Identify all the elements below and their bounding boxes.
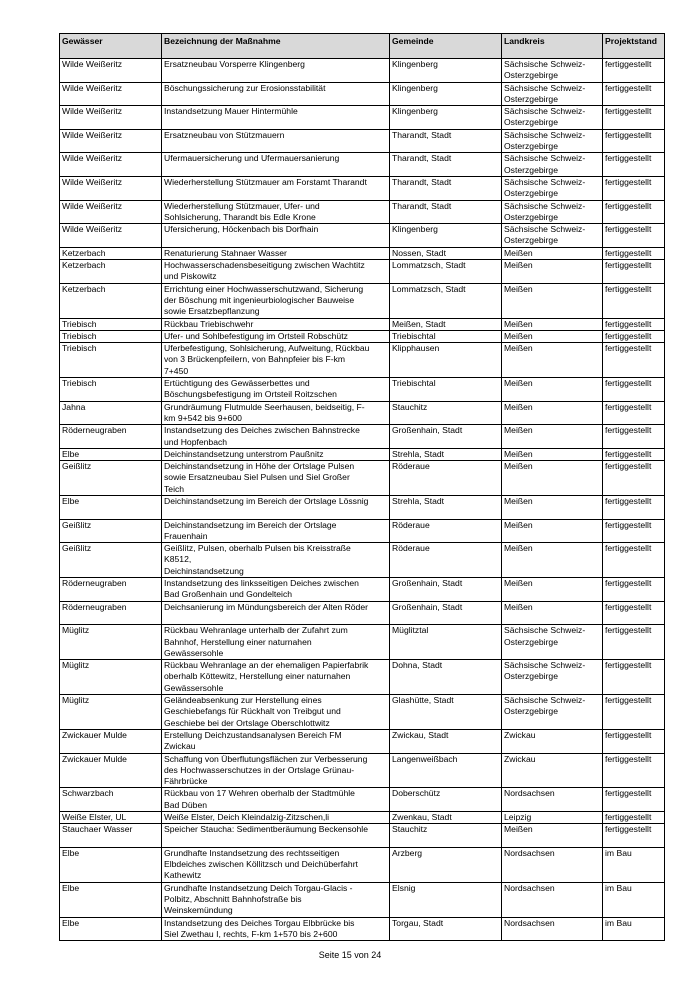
cell-gewaesser: Elbe [60,495,162,519]
cell-landkreis: Meißen [502,824,603,848]
table-row [60,176,665,200]
table-row [60,729,665,753]
table-row [60,247,665,259]
cell-projektstand: im Bau [603,917,665,941]
cell-projektstand: fertiggestellt [603,401,665,425]
table-row [60,200,665,224]
cell-projektstand: fertiggestellt [603,729,665,753]
cell-gewaesser: Elbe [60,917,162,941]
table-row [60,578,665,602]
cell-projektstand: fertiggestellt [603,318,665,330]
cell-projektstand: fertiggestellt [603,578,665,602]
cell-gemeinde: Tharandt, Stadt [390,176,502,200]
cell-projektstand: fertiggestellt [603,448,665,460]
cell-gewaesser: Ketzerbach [60,247,162,259]
cell-gewaesser: Röderneugraben [60,578,162,602]
cell-landkreis: Meißen [502,343,603,378]
cell-gewaesser: Schwarzbach [60,788,162,812]
cell-landkreis: Nordsachsen [502,847,603,882]
cell-projektstand: fertiggestellt [603,59,665,83]
cell-gemeinde: Nossen, Stadt [390,247,502,259]
cell-gewaesser: Röderneugraben [60,425,162,449]
table-row [60,847,665,882]
table-row [60,82,665,106]
cell-projektstand: fertiggestellt [603,153,665,177]
cell-massnahme: Wiederherstellung Stützmauer am Forstamt Tharandt [162,176,390,200]
cell-landkreis: Nordsachsen [502,917,603,941]
cell-massnahme: Deichinstandsetzung im Bereich der Ortslage Frauenhain [162,519,390,543]
cell-massnahme: Instandsetzung des Deiches Torgau Elbbrücke bis Siel Zwethau I, rechts, F-km 1+570 bis 2+600 [162,917,390,941]
cell-landkreis: Meißen [502,283,603,318]
cell-landkreis: Meißen [502,260,603,284]
cell-massnahme: Schaffung von Überflutungsflächen zur Verbesserung des Hochwasserschutzes in der Ortslage Grünau- Fährbrücke [162,753,390,788]
cell-landkreis: Meißen [502,247,603,259]
cell-landkreis: Nordsachsen [502,788,603,812]
cell-gemeinde: Meißen, Stadt [390,318,502,330]
cell-massnahme: Grundräumung Flutmulde Seerhausen, beidseitig, F- km 9+542 bis 9+600 [162,401,390,425]
cell-massnahme: Ufersicherung, Höckenbach bis Dorfhain [162,224,390,248]
cell-gemeinde: Großenhain, Stadt [390,578,502,602]
cell-massnahme: Hochwasserschadensbeseitigung zwischen Wachtitz und Piskowitz [162,260,390,284]
cell-gemeinde: Triebischtal [390,330,502,342]
table-row [60,59,665,83]
cell-projektstand: fertiggestellt [603,519,665,543]
cell-gemeinde: Röderaue [390,519,502,543]
cell-massnahme: Instandsetzung des linksseitigen Deiches zwischen Bad Großenhain und Gondelteich [162,578,390,602]
cell-landkreis: Meißen [502,425,603,449]
cell-gewaesser: Ketzerbach [60,260,162,284]
cell-projektstand: fertiggestellt [603,378,665,402]
cell-gewaesser: Wilde Weißeritz [60,129,162,153]
cell-gemeinde: Torgau, Stadt [390,917,502,941]
cell-gewaesser: Wilde Weißeritz [60,82,162,106]
cell-gewaesser: Geißlitz [60,519,162,543]
cell-landkreis: Sächsische Schweiz- Osterzgebirge [502,625,603,660]
cell-projektstand: fertiggestellt [603,260,665,284]
cell-landkreis: Meißen [502,543,603,578]
cell-gewaesser: Elbe [60,448,162,460]
cell-massnahme: Errichtung einer Hochwasserschutzwand, Sicherung der Böschung mit ingenieurbiologischer Bauweise sowie Ersatzbepflanzung [162,283,390,318]
table-row [60,519,665,543]
cell-massnahme: Deichinstandsetzung im Bereich der Ortslage Lössnig [162,495,390,519]
cell-projektstand: fertiggestellt [603,495,665,519]
table-row [60,660,665,695]
cell-projektstand: fertiggestellt [603,788,665,812]
table-row [60,461,665,496]
cell-gewaesser: Müglitz [60,695,162,730]
table-row [60,106,665,130]
table-row [60,330,665,342]
table-row [60,283,665,318]
cell-massnahme: Geißlitz, Pulsen, oberhalb Pulsen bis Kreisstraße K8512, Deichinstandsetzung [162,543,390,578]
table-body [60,59,665,941]
cell-massnahme: Speicher Staucha: Sedimentberäumung Beckensohle [162,824,390,848]
cell-gemeinde: Zwickau, Stadt [390,729,502,753]
cell-projektstand: fertiggestellt [603,461,665,496]
table-row [60,625,665,660]
cell-gemeinde: Müglitztal [390,625,502,660]
cell-projektstand: fertiggestellt [603,330,665,342]
cell-gemeinde: Langenweißbach [390,753,502,788]
table-row [60,917,665,941]
table-row [60,378,665,402]
cell-massnahme: Ertüchtigung des Gewässerbettes und Böschungsbefestigung im Ortsteil Roitzschen [162,378,390,402]
cell-projektstand: fertiggestellt [603,753,665,788]
cell-gewaesser: Geißlitz [60,461,162,496]
cell-gewaesser: Wilde Weißeritz [60,200,162,224]
cell-landkreis: Sächsische Schweiz- Osterzgebirge [502,82,603,106]
cell-gewaesser: Elbe [60,847,162,882]
cell-projektstand: fertiggestellt [603,812,665,824]
cell-projektstand: im Bau [603,882,665,917]
table-row [60,318,665,330]
cell-massnahme: Ufermauersicherung und Ufermauersanierung [162,153,390,177]
cell-gemeinde: Triebischtal [390,378,502,402]
cell-projektstand: fertiggestellt [603,224,665,248]
cell-gewaesser: Wilde Weißeritz [60,59,162,83]
cell-landkreis: Sächsische Schweiz- Osterzgebirge [502,200,603,224]
table-row [60,695,665,730]
cell-gemeinde: Arzberg [390,847,502,882]
cell-gewaesser: Triebisch [60,378,162,402]
header-gemeinde: Gemeinde [390,34,502,59]
cell-landkreis: Meißen [502,448,603,460]
cell-massnahme: Weiße Elster, Deich Kleindalzig-Zitzschen,li [162,812,390,824]
cell-projektstand: fertiggestellt [603,425,665,449]
cell-landkreis: Meißen [502,578,603,602]
table-row [60,788,665,812]
cell-gewaesser: Jahna [60,401,162,425]
cell-gewaesser: Triebisch [60,318,162,330]
cell-gewaesser: Wilde Weißeritz [60,176,162,200]
cell-gemeinde: Zwenkau, Stadt [390,812,502,824]
cell-gewaesser: Triebisch [60,343,162,378]
cell-gewaesser: Weiße Elster, UL [60,812,162,824]
table-row [60,601,665,625]
cell-massnahme: Ufer- und Sohlbefestigung im Ortsteil Robschütz [162,330,390,342]
cell-landkreis: Sächsische Schweiz- Osterzgebirge [502,224,603,248]
cell-gemeinde: Stauchitz [390,401,502,425]
cell-landkreis: Meißen [502,461,603,496]
cell-massnahme: Rückbau Wehranlage an der ehemaligen Papierfabrik oberhalb Köttewitz, Herstellung einer naturnahen Gewässersohle [162,660,390,695]
header-massnahme: Bezeichnung der Maßnahme [162,34,390,59]
cell-massnahme: Instandsetzung des Deiches zwischen Bahnstrecke und Hopfenbach [162,425,390,449]
cell-massnahme: Geländeabsenkung zur Herstellung eines Geschiebefangs für Rückhalt von Treibgut und Geschiebe bei der Ortslage Oberschlottwitz [162,695,390,730]
cell-landkreis: Meißen [502,330,603,342]
table-row [60,153,665,177]
cell-projektstand: fertiggestellt [603,660,665,695]
cell-gewaesser: Röderneugraben [60,601,162,625]
cell-massnahme: Rückbau von 17 Wehren oberhalb der Stadtmühle Bad Düben [162,788,390,812]
cell-gemeinde: Dohna, Stadt [390,660,502,695]
cell-gewaesser: Elbe [60,882,162,917]
cell-massnahme: Deichinstandsetzung in Höhe der Ortslage Pulsen sowie Ersatzneubau Siel Pulsen und Siel Großer Teich [162,461,390,496]
cell-gemeinde: Großenhain, Stadt [390,425,502,449]
cell-landkreis: Sächsische Schweiz- Osterzgebirge [502,153,603,177]
cell-gewaesser: Wilde Weißeritz [60,153,162,177]
cell-gemeinde: Stauchitz [390,824,502,848]
table-row [60,224,665,248]
cell-massnahme: Wiederherstellung Stützmauer, Ufer- und Sohlsicherung, Tharandt bis Edle Krone [162,200,390,224]
table-row [60,812,665,824]
table-row [60,495,665,519]
cell-massnahme: Deichinstandsetzung unterstrom Paußnitz [162,448,390,460]
cell-landkreis: Zwickau [502,753,603,788]
cell-landkreis: Sächsische Schweiz- Osterzgebirge [502,59,603,83]
cell-massnahme: Rückbau Wehranlage unterhalb der Zufahrt zum Bahnhof, Herstellung einer naturnahen Gewässersohle [162,625,390,660]
cell-projektstand: fertiggestellt [603,82,665,106]
cell-landkreis: Sächsische Schweiz- Osterzgebirge [502,695,603,730]
table-row [60,129,665,153]
cell-massnahme: Böschungssicherung zur Erosionsstabilität [162,82,390,106]
cell-projektstand: fertiggestellt [603,176,665,200]
cell-landkreis: Meißen [502,318,603,330]
cell-massnahme: Uferbefestigung, Sohlsicherung, Aufweitung, Rückbau von 3 Brückenpfeilern, von Bahnpfeier bis F-km 7+450 [162,343,390,378]
cell-landkreis: Sächsische Schweiz- Osterzgebirge [502,129,603,153]
cell-massnahme: Ersatzneubau von Stützmauern [162,129,390,153]
cell-projektstand: fertiggestellt [603,247,665,259]
cell-massnahme: Rückbau Triebischwehr [162,318,390,330]
table-row [60,753,665,788]
cell-gemeinde: Röderaue [390,543,502,578]
cell-landkreis: Meißen [502,378,603,402]
table-row [60,401,665,425]
cell-gewaesser: Zwickauer Mulde [60,729,162,753]
cell-gemeinde: Klingenberg [390,59,502,83]
cell-gemeinde: Tharandt, Stadt [390,129,502,153]
cell-landkreis: Zwickau [502,729,603,753]
table-row [60,343,665,378]
cell-gewaesser: Wilde Weißeritz [60,224,162,248]
cell-massnahme: Grundhafte Instandsetzung des rechtsseitigen Elbdeiches zwischen Köllitzsch und Deichüberfahrt Kathewitz [162,847,390,882]
cell-gemeinde: Klipphausen [390,343,502,378]
cell-massnahme: Grundhafte Instandsetzung Deich Torgau-Glacis - Polbitz, Abschnitt Bahnhofstraße bis Weinskemündung [162,882,390,917]
table-row [60,448,665,460]
cell-landkreis: Sächsische Schweiz- Osterzgebirge [502,660,603,695]
cell-gewaesser: Triebisch [60,330,162,342]
cell-projektstand: fertiggestellt [603,283,665,318]
cell-gewaesser: Wilde Weißeritz [60,106,162,130]
cell-gemeinde: Glashütte, Stadt [390,695,502,730]
cell-projektstand: fertiggestellt [603,543,665,578]
cell-projektstand: im Bau [603,847,665,882]
measures-table [59,33,665,941]
page-number: Seite 15 von 24 [318,950,382,960]
cell-gewaesser: Ketzerbach [60,283,162,318]
cell-gewaesser: Geißlitz [60,543,162,578]
cell-gemeinde: Tharandt, Stadt [390,153,502,177]
cell-landkreis: Sächsische Schweiz- Osterzgebirge [502,106,603,130]
cell-massnahme: Deichsanierung im Mündungsbereich der Alten Röder [162,601,390,625]
table-row [60,882,665,917]
cell-gemeinde: Lommatzsch, Stadt [390,260,502,284]
cell-projektstand: fertiggestellt [603,106,665,130]
cell-landkreis: Meißen [502,495,603,519]
cell-gewaesser: Müglitz [60,660,162,695]
cell-gemeinde: Lommatzsch, Stadt [390,283,502,318]
cell-gewaesser: Stauchaer Wasser [60,824,162,848]
cell-landkreis: Meißen [502,401,603,425]
cell-gemeinde: Strehla, Stadt [390,448,502,460]
cell-massnahme: Instandsetzung Mauer Hintermühle [162,106,390,130]
cell-gemeinde: Elsnig [390,882,502,917]
header-gewaesser: Gewässer [60,34,162,59]
table-header-row [60,34,665,59]
cell-projektstand: fertiggestellt [603,343,665,378]
table-row [60,425,665,449]
cell-gemeinde: Röderaue [390,461,502,496]
cell-projektstand: fertiggestellt [603,695,665,730]
table-row [60,260,665,284]
cell-projektstand: fertiggestellt [603,824,665,848]
cell-landkreis: Nordsachsen [502,882,603,917]
cell-projektstand: fertiggestellt [603,625,665,660]
cell-gemeinde: Tharandt, Stadt [390,200,502,224]
header-projektstand: Projektstand [603,34,665,59]
table-row [60,824,665,848]
cell-gewaesser: Müglitz [60,625,162,660]
cell-projektstand: fertiggestellt [603,129,665,153]
cell-landkreis: Meißen [502,601,603,625]
cell-massnahme: Ersatzneubau Vorsperre Klingenberg [162,59,390,83]
cell-landkreis: Sächsische Schweiz- Osterzgebirge [502,176,603,200]
cell-massnahme: Erstellung Deichzustandsanalysen Bereich FM Zwickau [162,729,390,753]
cell-gewaesser: Zwickauer Mulde [60,753,162,788]
cell-gemeinde: Klingenberg [390,82,502,106]
table-row [60,543,665,578]
cell-landkreis: Leipzig [502,812,603,824]
cell-gemeinde: Strehla, Stadt [390,495,502,519]
cell-projektstand: fertiggestellt [603,200,665,224]
cell-gemeinde: Klingenberg [390,106,502,130]
cell-massnahme: Renaturierung Stahnaer Wasser [162,247,390,259]
header-landkreis: Landkreis [502,34,603,59]
cell-gemeinde: Großenhain, Stadt [390,601,502,625]
cell-landkreis: Meißen [502,519,603,543]
cell-gemeinde: Klingenberg [390,224,502,248]
cell-projektstand: fertiggestellt [603,601,665,625]
cell-gemeinde: Doberschütz [390,788,502,812]
